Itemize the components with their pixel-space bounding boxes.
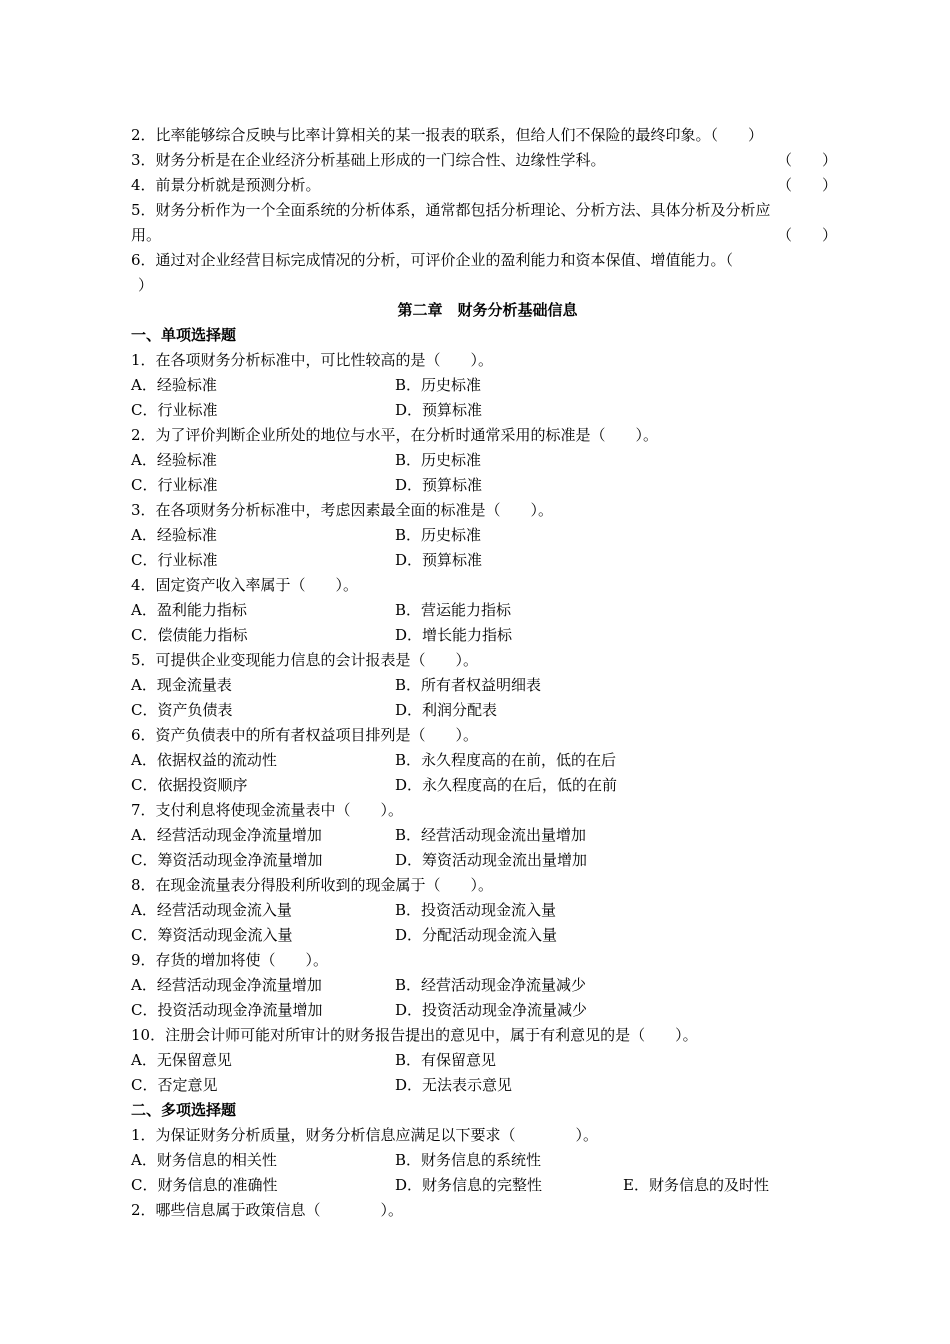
question: 4．固定资产收入率属于（ ）。 [131,576,359,594]
option-d: D．财务信息的完整性 [395,1176,543,1194]
option-d: D．预算标准 [395,476,483,494]
option-a: A．财务信息的相关性 [131,1151,277,1169]
question: 9．存货的增加将使（ ）。 [131,951,329,969]
question: 3．在各项财务分析标准中，考虑因素最全面的标准是（ ）。 [131,501,554,519]
judgment-item-5: 5．财务分析作为一个全面系统的分析体系，通常都包括分析理论、分析方法、具体分析及分析应 [131,201,771,219]
option-d: D．增长能力指标 [395,626,513,644]
question: 8．在现金流量表分得股利所收到的现金属于（ ）。 [131,876,494,894]
option-e: E．财务信息的及时性 [623,1176,769,1194]
option-a: A．经验标准 [131,376,217,394]
option-d: D．无法表示意见 [395,1076,513,1094]
option-c: C．筹资活动现金净流量增加 [131,851,323,869]
question: 6．资产负债表中的所有者权益项目排列是（ ）。 [131,726,479,744]
option-b: B．历史标准 [395,376,482,394]
question: 1．为保证财务分析质量，财务分析信息应满足以下要求（ ）。 [131,1126,599,1144]
option-c: C．筹资活动现金流入量 [131,926,293,944]
option-c: C．投资活动现金净流量增加 [131,1001,323,1019]
option-a: A．经验标准 [131,451,217,469]
question: 2．哪些信息属于政策信息（ ）。 [131,1201,404,1219]
option-b: B．营运能力指标 [395,601,512,619]
answer-blank: （ ） [777,226,838,244]
option-c: C．行业标准 [131,401,218,419]
option-d: D．投资活动现金净流量减少 [395,1001,588,1019]
option-d: D．分配活动现金流入量 [395,926,558,944]
option-d: D．筹资活动现金流出量增加 [395,851,588,869]
option-d: D．预算标准 [395,401,483,419]
judgment-item-5-continuation: 用。 [131,226,162,244]
question: 2．为了评价判断企业所处的地位与水平，在分析时通常采用的标准是（ ）。 [131,426,659,444]
judgment-item-6: 6．通过对企业经营目标完成情况的分析，可评价企业的盈利能力和资本保值、增值能力。（ [131,251,734,269]
option-b: B．财务信息的系统性 [395,1151,542,1169]
question: 1．在各项财务分析标准中，可比性较高的是（ ）。 [131,351,494,369]
option-d: D．预算标准 [395,551,483,569]
option-c: C．行业标准 [131,476,218,494]
option-c: C．财务信息的准确性 [131,1176,278,1194]
option-a: A．经营活动现金净流量增加 [131,976,322,994]
option-b: B．投资活动现金流入量 [395,901,557,919]
judgment-item-6-continuation: ） [138,276,154,294]
option-d: D．永久程度高的在后，低的在前 [395,776,618,794]
chapter-title: 第二章 财务分析基础信息 [397,301,578,319]
option-a: A．经验标准 [131,526,217,544]
option-a: A．依据权益的流动性 [131,751,277,769]
question: 10．注册会计师可能对所审计的财务报告提出的意见中，属于有利意见的是（ ）。 [131,1026,698,1044]
option-a: A．盈利能力指标 [131,601,247,619]
option-c: C．否定意见 [131,1076,218,1094]
judgment-item-4: 4．前景分析就是预测分析。 [131,176,321,194]
judgment-item-3: 3．财务分析是在企业经济分析基础上形成的一门综合性、边缘性学科。 [131,151,606,169]
option-a: A．经营活动现金净流量增加 [131,826,322,844]
option-a: A．现金流量表 [131,676,232,694]
option-c: C．行业标准 [131,551,218,569]
option-c: C．依据投资顺序 [131,776,248,794]
option-c: C．资产负债表 [131,701,233,719]
option-b: B．经营活动现金净流量减少 [395,976,587,994]
section-title-single-choice: 一、单项选择题 [131,326,237,344]
option-a: A．经营活动现金流入量 [131,901,292,919]
answer-blank: （ ） [777,151,838,169]
section-title-multi-choice: 二、多项选择题 [131,1101,237,1119]
option-c: C．偿债能力指标 [131,626,248,644]
option-b: B．历史标准 [395,526,482,544]
option-b: B．历史标准 [395,451,482,469]
question: 7．支付利息将使现金流量表中（ ）。 [131,801,404,819]
option-d: D．利润分配表 [395,701,498,719]
option-b: B．有保留意见 [395,1051,497,1069]
question: 5．可提供企业变现能力信息的会计报表是（ ）。 [131,651,479,669]
option-a: A．无保留意见 [131,1051,232,1069]
judgment-item-2: 2．比率能够综合反映与比率计算相关的某一报表的联系，但给人们不保险的最终印象。（ ） [131,126,764,144]
option-b: B．经营活动现金流出量增加 [395,826,587,844]
answer-blank: （ ） [777,176,838,194]
option-b: B．永久程度高的在前，低的在后 [395,751,617,769]
option-b: B．所有者权益明细表 [395,676,542,694]
